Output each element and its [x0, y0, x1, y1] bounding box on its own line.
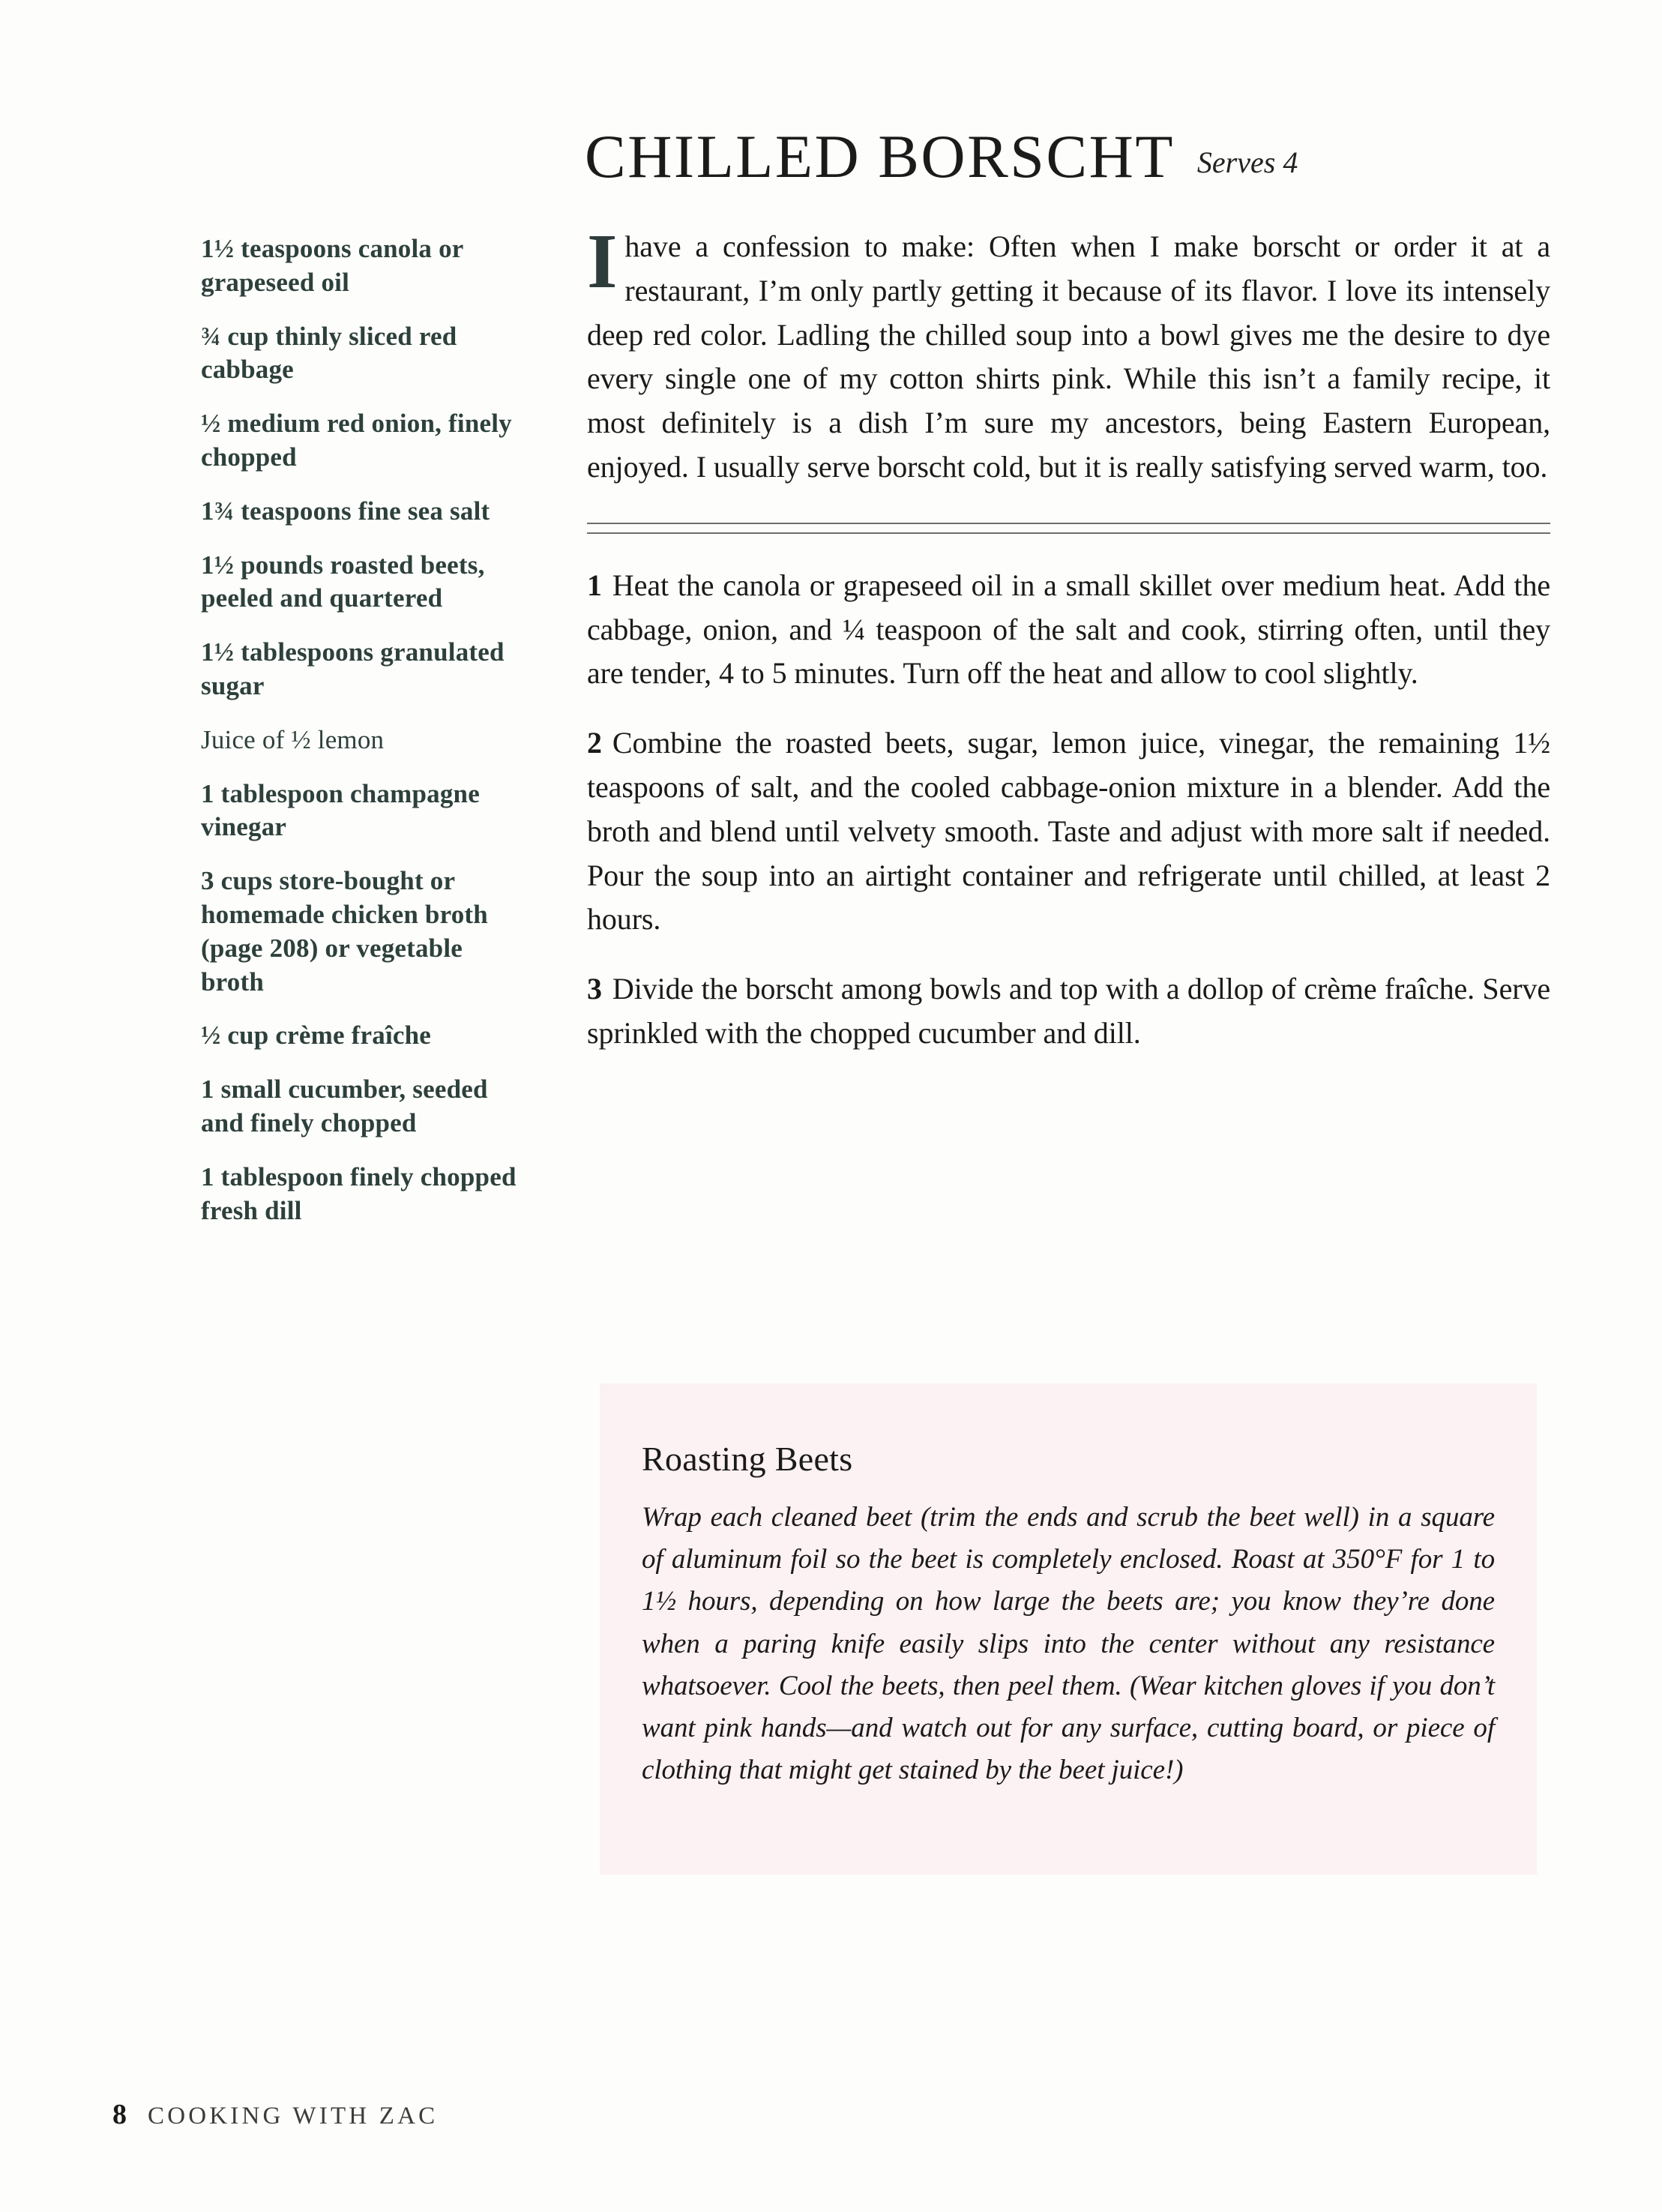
ingredient-item: 1 small cucumber, seeded and finely chopped — [201, 1075, 488, 1137]
recipe-header — [585, 122, 1552, 190]
ingredient-item: 1 tablespoon finely chopped fresh dill — [201, 1161, 517, 1225]
page-number: 8 — [112, 2099, 127, 2130]
step-text: Divide the borscht among bowls and top with a dollop of crème fraîche. Serve sprinkled with the chopped cucumber and dill. — [587, 972, 1550, 1050]
recipe-body — [587, 218, 1550, 1081]
intro-text: have a confession to make: Often when I make borscht or order it at a restaurant, I’m only partly getting it because of its flavor. I love its intensely deep red color. Ladling the chilled soup into a bowl gives me the desire to dye every single one of my cotton shirts pink. While this isn’t a family recipe, it most definitely is a dish I’m sure my ancestors, being Eastern European, enjoyed. I usually serve borscht cold, but it is really satisfying served warm, too. — [587, 229, 1550, 484]
recipe-step — [587, 564, 1550, 696]
serves-label: Serves 4 — [1196, 145, 1298, 179]
step-number: 3 — [587, 972, 602, 1006]
ingredient-item: 1½ teaspoons canola or grapeseed oil — [201, 234, 463, 297]
ingredients-list — [201, 232, 523, 1248]
ingredient-item: ½ medium red onion, finely chopped — [201, 409, 512, 472]
ingredient-item: Juice of ½ lemon — [201, 724, 385, 754]
ingredient-item: 3 cups store-bought or homemade chicken broth (page 208) or vegetable broth — [201, 866, 488, 997]
step-text: Combine the roasted beets, sugar, lemon juice, vinegar, the remaining 1½ teaspoons of salt, and the cooled cabbage-onion mixture in a blender. Add the broth and blend until velvety smooth. Taste and adjust with more salt if needed. Pour the soup into an airtight container and refrigerate until chilled, at least 2 hours. — [587, 726, 1550, 937]
sidebar-body: Wrap each cleaned beet (trim the ends and scrub the beet well) in a square of aluminum foil so the beet is completely enclosed. Roast at 350°F for 1 to 1½ hours, depending on how large the beets are; you know they’re done when a paring knife easily slips into the center without any resistance whatsoever. Cool the beets, then peel them. (Wear kitchen gloves if you don’t want pink hands—and watch out for any surface, cutting board, or piece of clothing that might get stained by the beet juice!) — [642, 1502, 1495, 1786]
drop-cap: I — [587, 218, 618, 304]
page-title: CHILLED BORSCHT — [585, 122, 1175, 190]
step-text: Heat the canola or grapeseed oil in a small skillet over medium heat. Add the cabbage, onion, and ¼ teaspoon of the salt and cook, stirring often, until they are tender, 4 to 5 minutes. Turn off the heat and allow to cool slightly. — [587, 568, 1550, 691]
recipe-step — [587, 721, 1550, 942]
roasting-beets-sidebar — [600, 1383, 1537, 1875]
section-divider — [587, 523, 1550, 534]
intro-paragraph — [587, 218, 1550, 490]
divider-rule-bottom — [587, 532, 1550, 534]
divider-rule-top — [587, 523, 1550, 524]
step-number: 2 — [587, 726, 602, 760]
book-title: COOKING WITH ZAC — [148, 2103, 439, 2130]
step-number: 1 — [587, 568, 602, 602]
recipe-step — [587, 967, 1550, 1056]
steps-list — [587, 564, 1550, 1056]
ingredient-item: ¾ cup thinly sliced red cabbage — [201, 321, 457, 385]
ingredient-item: 1½ tablespoons granulated sugar — [201, 637, 505, 700]
ingredient-item: 1¾ teaspoons fine sea salt — [201, 496, 490, 526]
ingredient-item: ½ cup crème fraîche — [201, 1021, 432, 1051]
sidebar-title: Roasting Beets — [642, 1440, 853, 1478]
page-footer — [112, 2098, 438, 2131]
ingredient-item: 1 tablespoon champagne vinegar — [201, 778, 480, 842]
ingredient-item: 1½ pounds roasted beets, peeled and quartered — [201, 550, 485, 613]
